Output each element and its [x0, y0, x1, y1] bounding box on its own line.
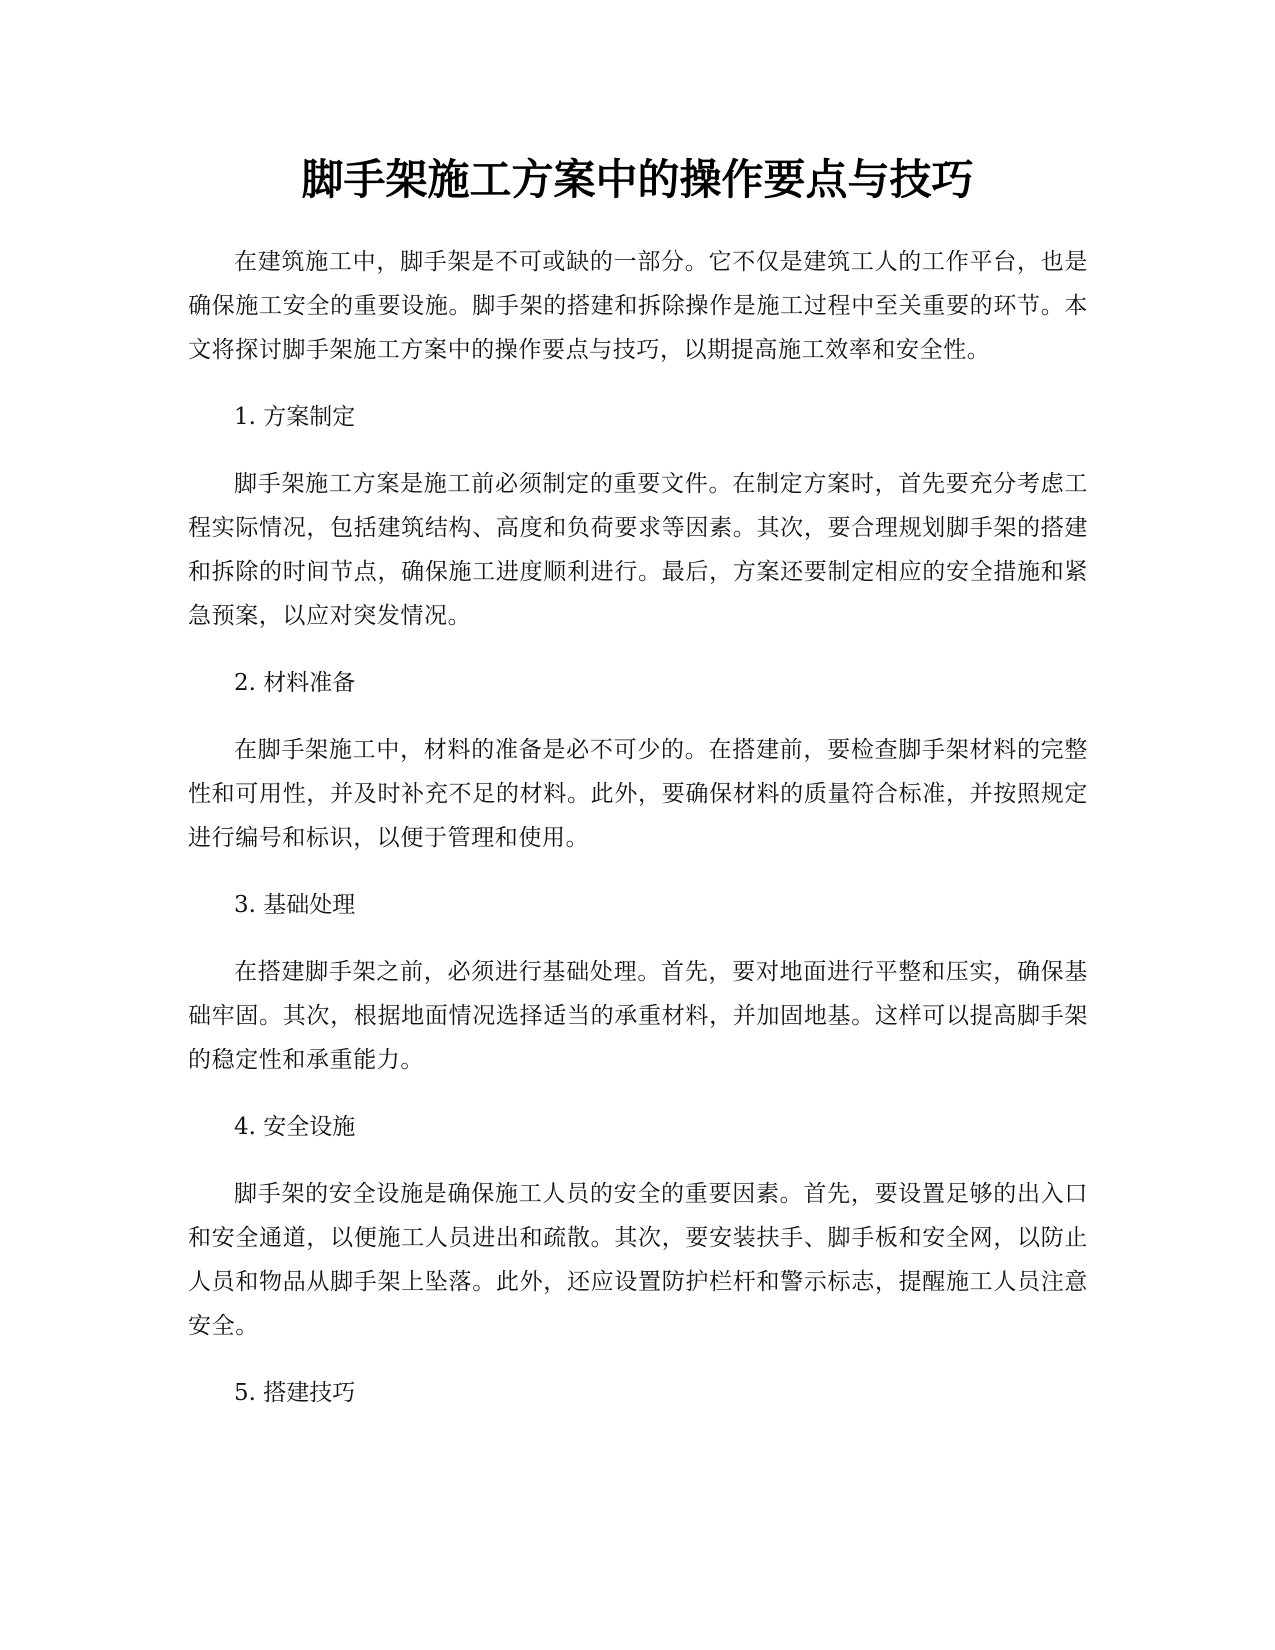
section-body-2: 在脚手架施工中，材料的准备是必不可少的。在搭建前，要检查脚手架材料的完整性和可用性，并及时补充不足的材料。此外，要确保材料的质量符合标准，并按照规定进行编号和标识，以便于管理和使用。: [188, 737, 1088, 851]
section-body-4: 脚手架的安全设施是确保施工人员的安全的重要因素。首先，要设置足够的出入口和安全通道，以便施工人员进出和疏散。其次，要安装扶手、脚手板和安全网，以防止人员和物品从脚手架上坠落。此外，还应设置防护栏杆和警示标志，提醒施工人员注意安全。: [188, 1181, 1088, 1339]
intro-paragraph: 在建筑施工中，脚手架是不可或缺的一部分。它不仅是建筑工人的工作平台，也是确保施工安全的重要设施。脚手架的搭建和拆除操作是施工过程中至关重要的环节。本文将探讨脚手架施工方案中的操作要点与技巧，以期提高施工效率和安全性。: [188, 249, 1088, 363]
document-body: [188, 240, 1088, 1438]
section-heading-3: 3. 基础处理: [234, 892, 356, 918]
section-heading-2: 2. 材料准备: [234, 670, 356, 696]
section-heading-4: 4. 安全设施: [234, 1114, 356, 1140]
section-body-3: 在搭建脚手架之前，必须进行基础处理。首先，要对地面进行平整和压实，确保基础牢固。其次，根据地面情况选择适当的承重材料，并加固地基。这样可以提高脚手架的稳定性和承重能力。: [188, 959, 1088, 1073]
section-body-1: 脚手架施工方案是施工前必须制定的重要文件。在制定方案时，首先要充分考虑工程实际情况，包括建筑结构、高度和负荷要求等因素。其次，要合理规划脚手架的搭建和拆除的时间节点，确保施工进度顺利进行。最后，方案还要制定相应的安全措施和紧急预案，以应对突发情况。: [188, 471, 1088, 629]
section-heading-1: 1. 方案制定: [234, 404, 356, 430]
section-heading-5: 5. 搭建技巧: [234, 1380, 356, 1406]
document-title: 脚手架施工方案中的操作要点与技巧: [301, 155, 974, 204]
